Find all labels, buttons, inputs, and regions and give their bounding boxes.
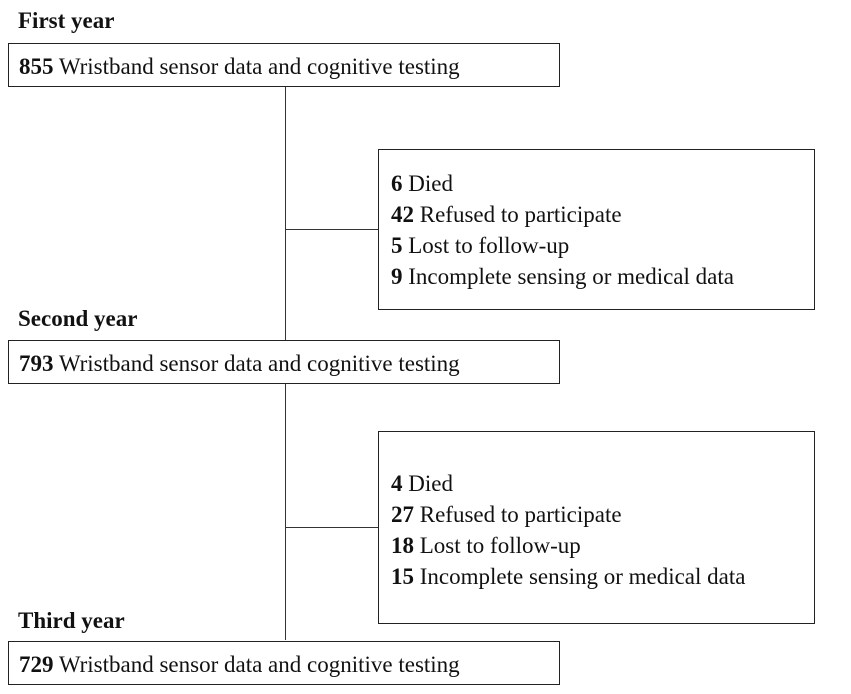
stage-description: Wristband sensor data and cognitive testing	[58, 351, 460, 376]
exclusion-reason: Refused to participate	[419, 502, 622, 527]
stage-description: Wristband sensor data and cognitive testing	[58, 54, 460, 79]
exclusion-count: 4	[391, 471, 403, 496]
exclusion-reason: Died	[408, 471, 453, 496]
exclusion-item-incomplete	[391, 261, 814, 292]
stage-box-first-year	[8, 43, 560, 87]
exclusion-reason: Died	[408, 171, 453, 196]
exclusion-count: 18	[391, 533, 414, 558]
exclusion-count: 9	[391, 264, 403, 289]
stage-count: 729	[19, 652, 54, 677]
exclusion-item-lost	[391, 230, 814, 261]
exclusion-item-died	[391, 168, 814, 199]
exclusion-reason: Lost to follow-up	[419, 533, 581, 558]
flow-connector-2	[285, 383, 286, 640]
stage-heading-third-year: Third year	[18, 608, 125, 633]
exclusion-item-lost	[391, 530, 814, 561]
exclusion-item-refused	[391, 199, 814, 230]
exclusion-box-1	[378, 149, 815, 310]
exclusion-item-refused	[391, 499, 814, 530]
exclusion-box-2	[378, 431, 815, 624]
stage-count: 855	[19, 54, 54, 79]
stage-heading-first-year: First year	[18, 8, 115, 33]
exclusion-reason: Lost to follow-up	[408, 233, 570, 258]
exclusion-reason: Incomplete sensing or medical data	[408, 264, 734, 289]
exclusion-count: 27	[391, 502, 414, 527]
exclusion-connector-1	[285, 229, 378, 230]
exclusion-count: 6	[391, 171, 403, 196]
exclusion-connector-2	[285, 527, 378, 528]
exclusion-item-died	[391, 468, 814, 499]
stage-box-second-year	[8, 340, 560, 384]
exclusion-reason: Incomplete sensing or medical data	[419, 564, 746, 589]
exclusion-count: 42	[391, 202, 414, 227]
exclusion-reason: Refused to participate	[419, 202, 622, 227]
exclusion-item-incomplete	[391, 561, 814, 592]
exclusion-count: 5	[391, 233, 403, 258]
stage-box-third-year	[8, 641, 560, 685]
flow-connector-1	[285, 86, 286, 342]
exclusion-count: 15	[391, 564, 414, 589]
stage-description: Wristband sensor data and cognitive testing	[58, 652, 460, 677]
stage-heading-second-year: Second year	[18, 306, 138, 331]
stage-count: 793	[19, 351, 54, 376]
